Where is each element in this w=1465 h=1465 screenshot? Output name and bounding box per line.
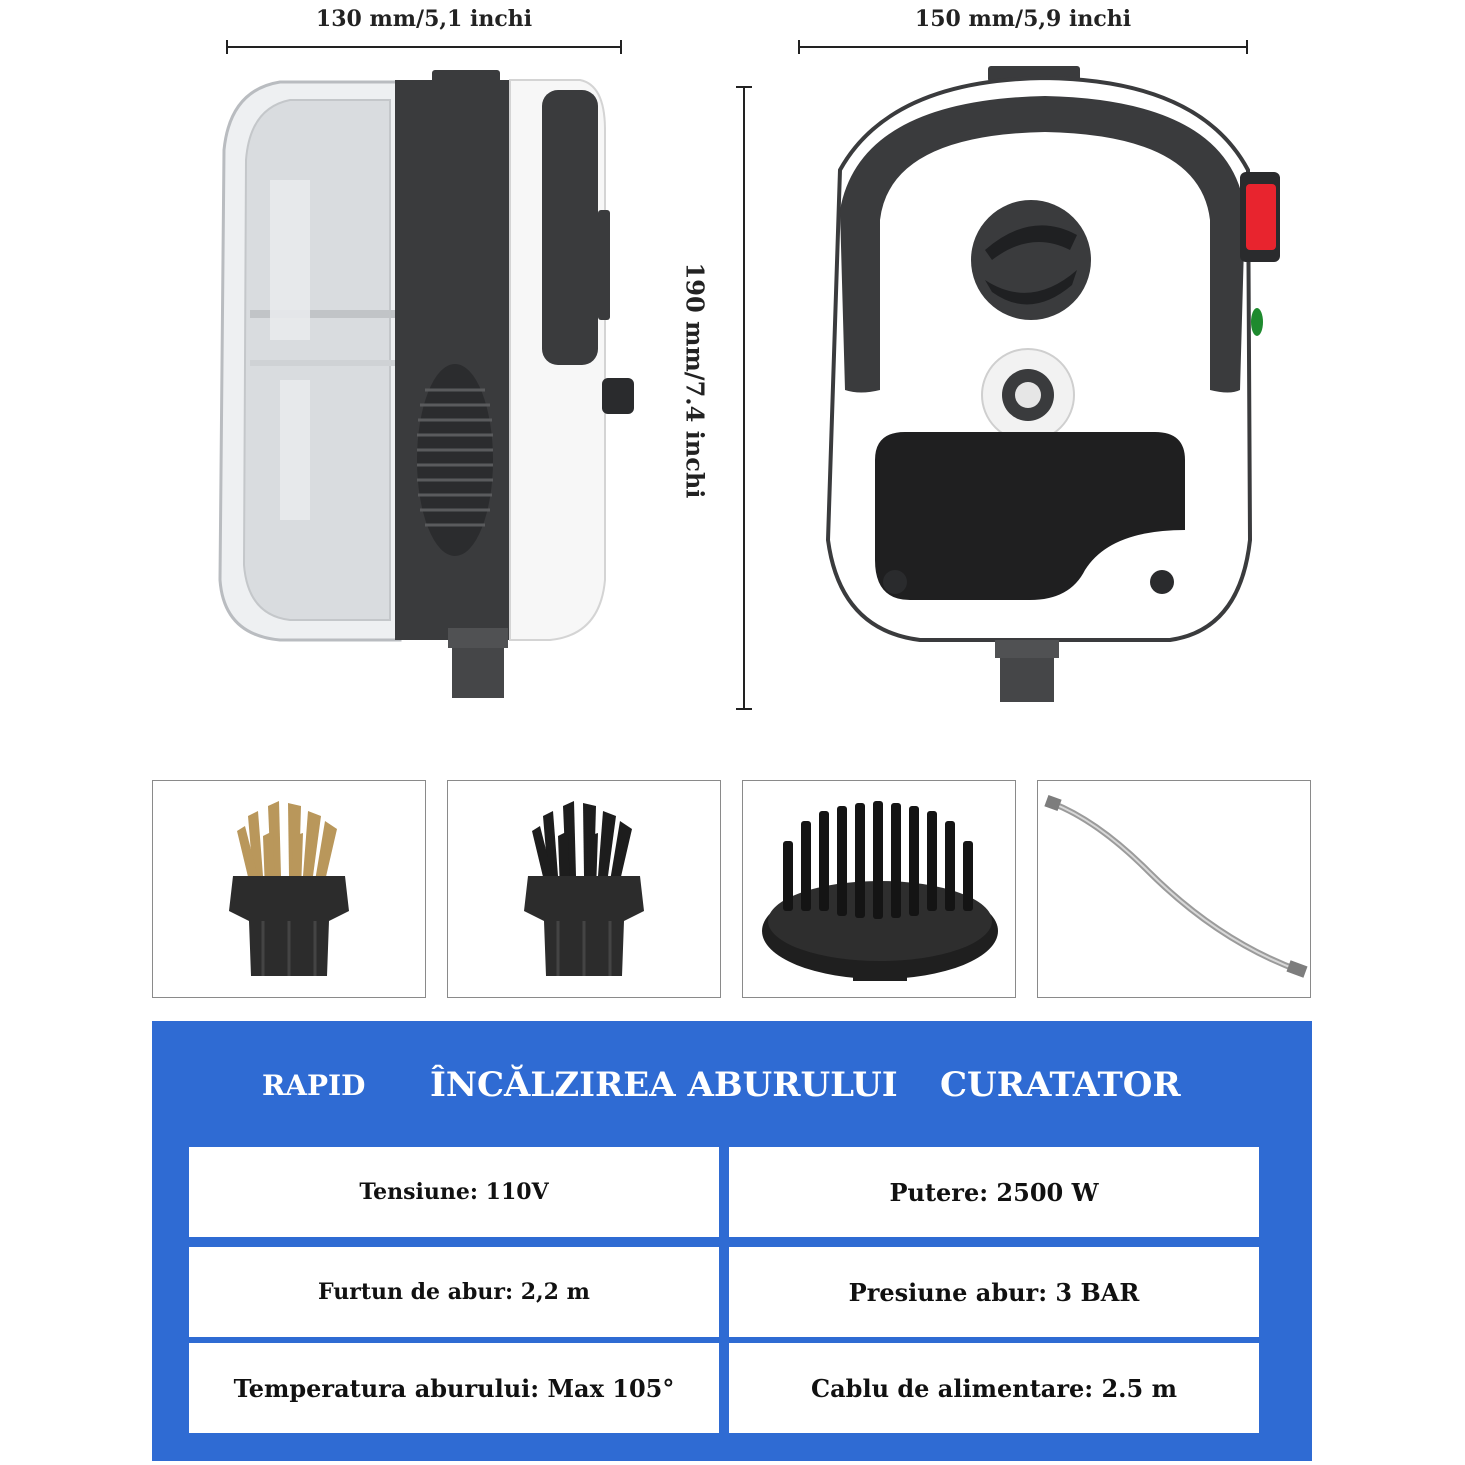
accessory-nylon-brush xyxy=(447,780,721,998)
spec-power-cable: Cablu de alimentare: 2.5 m xyxy=(729,1343,1259,1433)
accessory-round-brush xyxy=(742,780,1016,998)
steam-cleaner-side-view xyxy=(210,60,650,710)
spec-voltage: Tensiune: 110V xyxy=(189,1147,719,1237)
accessory-extension-nozzle xyxy=(1037,780,1311,998)
width-line-left xyxy=(226,46,622,48)
brass-brush-icon xyxy=(153,781,425,997)
height-tick-bottom xyxy=(736,708,752,710)
height-line xyxy=(743,86,745,710)
width-tick-right-a xyxy=(798,40,800,54)
width-label-left: 130 mm/5,1 inchi xyxy=(315,6,533,32)
accessory-brass-brush xyxy=(152,780,426,998)
spec-power: Putere: 2500 W xyxy=(729,1147,1259,1237)
width-tick-left-b xyxy=(620,40,622,54)
spec-steam-hose: Furtun de abur: 2,2 m xyxy=(189,1247,719,1337)
banner-word-cleaner: CURATATOR xyxy=(940,1065,1181,1105)
banner-word-rapid: RAPID xyxy=(262,1069,366,1102)
specs-panel xyxy=(152,1021,1312,1461)
spec-steam-pressure: Presiune abur: 3 BAR xyxy=(729,1247,1259,1337)
steam-cleaner-front-view xyxy=(800,60,1290,710)
round-brush-icon xyxy=(743,781,1015,997)
width-tick-left-a xyxy=(226,40,228,54)
width-label-right: 150 mm/5,9 inchi xyxy=(914,6,1132,32)
banner-word-heating: ÎNCĂLZIREA ABURULUI xyxy=(430,1065,898,1105)
spec-steam-temperature: Temperatura aburului: Max 105° xyxy=(189,1343,719,1433)
height-label: 190 mm/7.4 inchi xyxy=(680,262,710,499)
height-tick-top xyxy=(736,86,752,88)
nylon-brush-icon xyxy=(448,781,720,997)
extension-nozzle-icon xyxy=(1038,781,1310,997)
width-line-right xyxy=(798,46,1248,48)
width-tick-right-b xyxy=(1246,40,1248,54)
